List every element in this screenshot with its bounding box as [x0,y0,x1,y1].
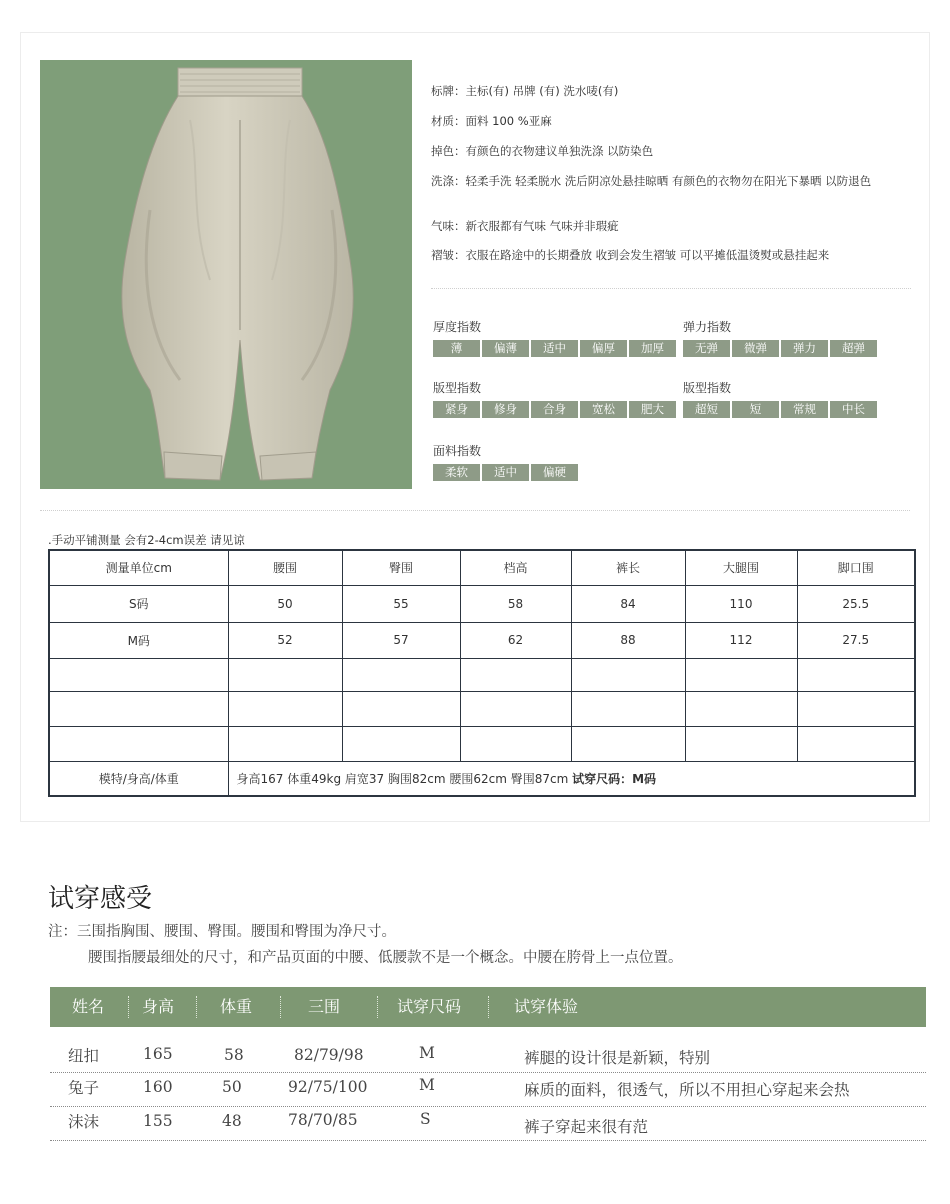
trial-name: 沫沫 [68,1113,100,1131]
trial-size: S [420,1110,431,1128]
fit-option: 紧身 [433,401,480,418]
header-cell: 裤长 [571,550,685,585]
trial-size: M [419,1044,435,1062]
smell-info: 气味：新衣服都有气味 气味并非瑕疵 [431,219,619,233]
fabric-index [433,464,578,481]
elasticity-index [683,340,877,357]
table-cell: 25.5 [797,585,915,622]
table-cell: 62 [460,622,571,658]
model-label: 模特/身高/体重 [49,761,228,796]
model-row [49,761,915,796]
thickness-option: 适中 [531,340,578,357]
trial-experience: 麻质的面料，很透气，所以不用担心穿起来会热 [524,1081,850,1099]
trial-height: 160 [143,1078,173,1096]
wrinkle-info: 褶皱：衣服在路途中的长期叠放 收到会发生褶皱 可以平摊低温烫熨或悬挂起来 [431,248,830,262]
table-cell: 58 [460,585,571,622]
size-label: M码 [49,622,228,658]
info-divider [431,288,911,289]
trial-weight: 48 [222,1112,242,1130]
header-weight: 体重 [220,997,253,1016]
length-option: 中长 [830,401,877,418]
measure-note: .手动平铺测量 会有2-4cm误差 请见谅 [48,533,245,547]
elasticity-index-title: 弹力指数 [683,320,732,334]
model-info [228,761,915,796]
thickness-index [433,340,676,357]
fabric-option: 适中 [482,464,529,481]
length-option: 常规 [781,401,828,418]
section-divider [40,510,910,511]
elasticity-option: 超弹 [830,340,877,357]
product-photo [40,60,412,489]
size-table [48,549,916,797]
header-experience: 试穿体验 [514,997,579,1016]
header-name: 姓名 [72,997,105,1016]
fit-index-title: 版型指数 [433,381,482,395]
label-info: 标牌：主标(有) 吊牌 (有) 洗水唛(有) [431,84,619,98]
table-cell: 27.5 [797,622,915,658]
trial-title: 试穿感受 [48,884,153,914]
length-index [683,401,877,418]
trial-measurements: 82/79/98 [294,1046,364,1064]
table-row [49,691,915,726]
thickness-option: 薄 [433,340,480,357]
elasticity-option: 微弹 [732,340,779,357]
trial-size: M [419,1076,435,1094]
header-cell: 大腿围 [685,550,797,585]
trial-weight: 50 [222,1078,242,1096]
table-cell: 88 [571,622,685,658]
elasticity-option: 弹力 [781,340,828,357]
thickness-option: 偏厚 [580,340,627,357]
trial-height: 165 [143,1045,173,1063]
header-cell: 档高 [460,550,571,585]
fit-index [433,401,676,418]
harem-pants-image [40,60,412,489]
thickness-option: 加厚 [629,340,676,357]
table-cell: 84 [571,585,685,622]
table-row [49,585,915,622]
fabric-option: 偏硬 [531,464,578,481]
header-cell: 测量单位cm [49,550,228,585]
header-measurements: 三围 [308,997,341,1016]
color-fade-info: 掉色：有颜色的衣物建议单独洗涤 以防染色 [431,144,654,158]
table-cell: 110 [685,585,797,622]
header-height: 身高 [142,997,175,1016]
fabric-option: 柔软 [433,464,480,481]
table-cell: 57 [342,622,460,658]
trial-name: 纽扣 [68,1047,100,1065]
model-size: 试穿尺码：M码 [572,771,657,786]
model-measurements: 身高167 体重49kg 肩宽37 胸围82cm 腰围62cm 臀围87cm [236,771,573,786]
length-option: 超短 [683,401,730,418]
trial-weight: 58 [224,1046,244,1064]
table-row [49,622,915,658]
header-trial-size: 试穿尺码 [397,997,462,1016]
material-info: 材质：面料 100 %亚麻 [431,114,552,128]
header-cell: 臀围 [342,550,460,585]
elasticity-option: 无弹 [683,340,730,357]
trial-experience: 裤腿的设计很是新颖，特别 [524,1049,711,1067]
header-cell: 腰围 [228,550,342,585]
thickness-index-title: 厚度指数 [433,320,482,334]
trial-table-header [50,987,926,1027]
table-row [49,726,915,761]
trial-note-2: 腰围指腰最细处的尺寸，和产品页面的中腰、低腰款不是一个概念。中腰在胯骨上一点位置。 [88,950,683,966]
trial-name: 兔子 [68,1079,100,1097]
fit-option: 修身 [482,401,529,418]
table-cell: 112 [685,622,797,658]
table-cell: 52 [228,622,342,658]
trial-row [50,1072,926,1107]
fit-option: 肥大 [629,401,676,418]
trial-height: 155 [143,1112,173,1130]
table-cell: 55 [342,585,460,622]
fabric-index-title: 面料指数 [433,444,482,458]
table-cell: 50 [228,585,342,622]
trial-measurements: 78/70/85 [288,1111,358,1129]
fit-option: 宽松 [580,401,627,418]
size-label: S码 [49,585,228,622]
header-cell: 脚口围 [797,550,915,585]
trial-row [50,1106,926,1141]
trial-note-1: 注：三围指胸围、腰围、臀围。腰围和臀围为净尺寸。 [48,924,396,940]
washing-info: 洗涤：轻柔手洗 轻柔脱水 洗后阴凉处悬挂晾晒 有颜色的衣物勿在阳光下暴晒 以防退色 [431,174,872,188]
trial-row [50,1038,926,1073]
length-option: 短 [732,401,779,418]
fit-option: 合身 [531,401,578,418]
trial-measurements: 92/75/100 [288,1078,368,1096]
size-table-header [49,550,915,585]
table-row [49,658,915,691]
length-index-title: 版型指数 [683,381,732,395]
trial-experience: 裤子穿起来很有范 [524,1118,649,1136]
thickness-option: 偏薄 [482,340,529,357]
